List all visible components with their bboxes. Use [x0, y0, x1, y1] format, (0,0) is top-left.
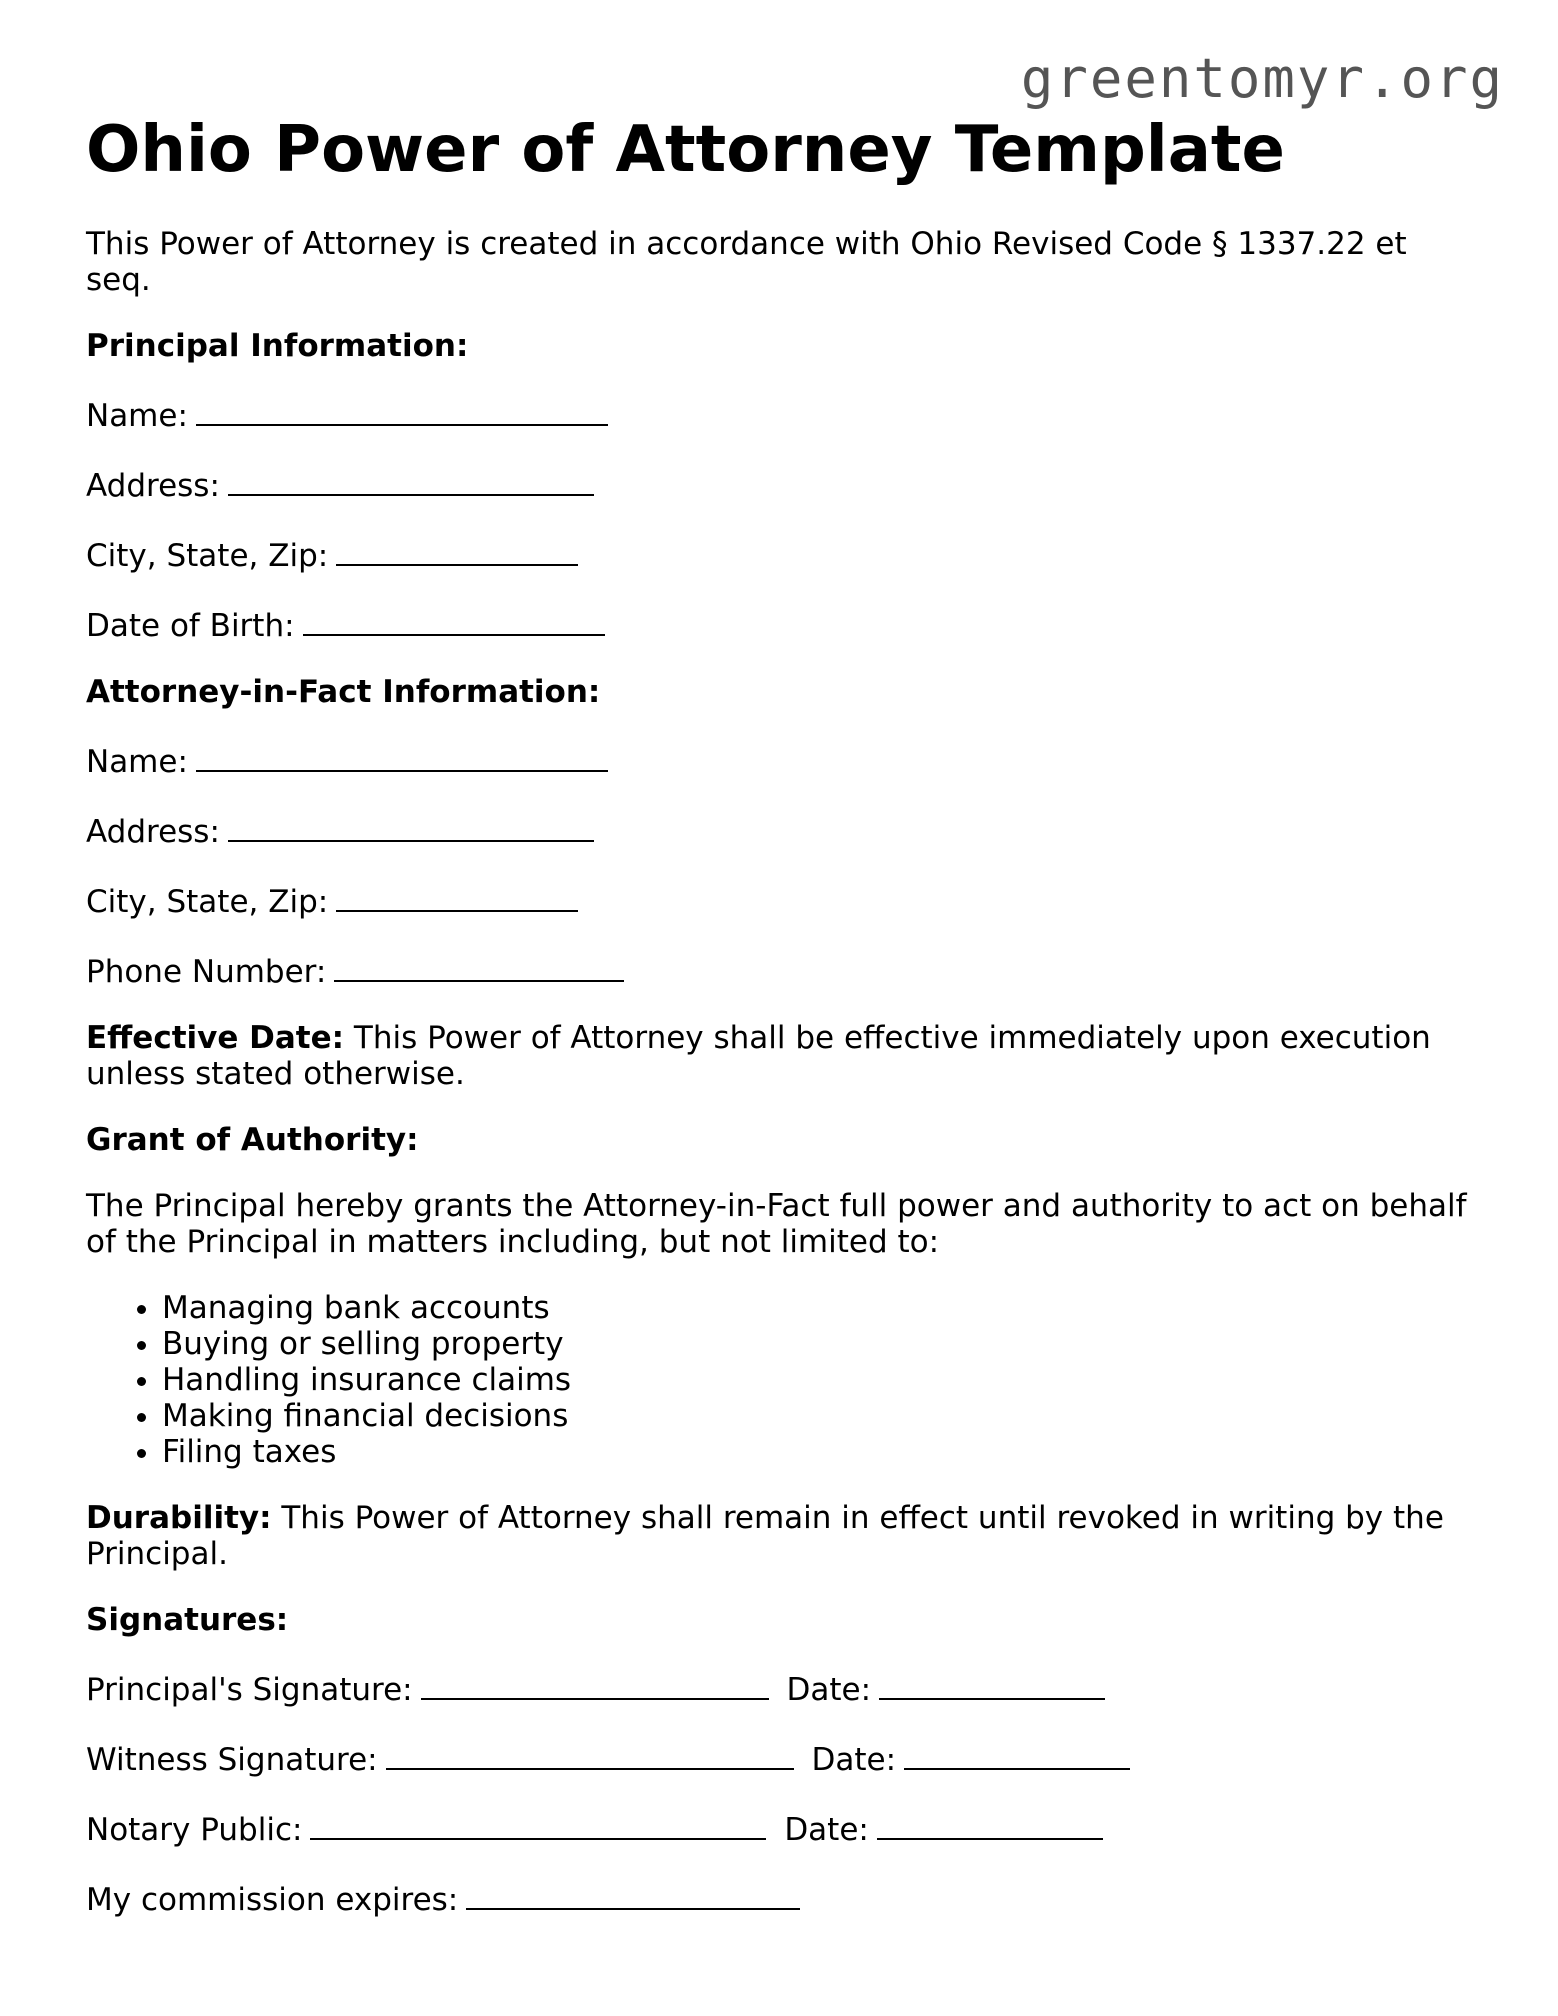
document-page [86, 108, 1476, 1948]
principal-signature-blank[interactable] [421, 1668, 769, 1700]
grant-text: The Principal hereby grants the Attorney-in-Fact full power and authority to act on behalf of the Principal in matters including, but not limited to: [86, 1188, 1467, 1260]
effective-date-text: This Power of Attorney shall be effective immediately upon execution unless stated otherwise. [86, 1020, 1431, 1092]
principal-dob-label: Date of Birth: [86, 608, 295, 644]
principal-signature-label: Principal's Signature: [86, 1672, 413, 1708]
principal-date-label: Date: [786, 1672, 872, 1708]
attorney-phone-blank[interactable] [334, 950, 624, 982]
principal-address-field [86, 464, 1476, 504]
page-title: Ohio Power of Attorney Template [86, 113, 1285, 187]
principal-city-blank[interactable] [336, 534, 578, 566]
list-item: • Managing bank accounts [162, 1290, 1476, 1326]
principal-heading: Principal Information: [86, 328, 469, 364]
attorney-phone-label: Phone Number: [86, 954, 327, 990]
principal-date-blank[interactable] [879, 1668, 1105, 1700]
attorney-address-field [86, 810, 1476, 850]
durability-text: This Power of Attorney shall remain in effect until revoked in writing by the Principal. [86, 1500, 1444, 1572]
witness-signature-blank[interactable] [386, 1738, 794, 1770]
watermark: greentomyr.org [1020, 47, 1504, 110]
attorney-name-label: Name: [86, 744, 188, 780]
principal-name-blank[interactable] [196, 394, 608, 426]
attorney-phone-field [86, 950, 1476, 990]
attorney-heading: Attorney-in-Fact Information: [86, 674, 601, 710]
attorney-city-label: City, State, Zip: [86, 884, 329, 920]
durability-paragraph [86, 1500, 1476, 1572]
commission-label: My commission expires: [86, 1882, 459, 1918]
commission-blank[interactable] [466, 1878, 800, 1910]
durability-label: Durability: [86, 1500, 272, 1536]
principal-city-label: City, State, Zip: [86, 538, 329, 574]
attorney-address-blank[interactable] [228, 810, 594, 842]
principal-dob-blank[interactable] [303, 604, 605, 636]
notary-date-blank[interactable] [877, 1808, 1103, 1840]
attorney-name-field [86, 740, 1476, 780]
effective-date-paragraph [86, 1020, 1476, 1092]
attorney-name-blank[interactable] [196, 740, 608, 772]
principal-city-field [86, 534, 1476, 574]
intro-text: This Power of Attorney is created in accordance with Ohio Revised Code § 1337.22 et seq. [86, 226, 1407, 298]
attorney-address-label: Address: [86, 814, 220, 850]
notary-field [86, 1808, 1476, 1848]
principal-signature-field [86, 1668, 1476, 1708]
witness-date-blank[interactable] [904, 1738, 1130, 1770]
list-item: • Buying or selling property [162, 1326, 1476, 1362]
principal-dob-field [86, 604, 1476, 644]
witness-signature-label: Witness Signature: [86, 1742, 378, 1778]
attorney-city-field [86, 880, 1476, 920]
grant-heading: Grant of Authority: [86, 1122, 419, 1158]
principal-address-label: Address: [86, 468, 220, 504]
notary-blank[interactable] [310, 1808, 766, 1840]
principal-name-field [86, 394, 1476, 434]
principal-name-label: Name: [86, 398, 188, 434]
signatures-heading: Signatures: [86, 1602, 289, 1638]
witness-signature-field [86, 1738, 1476, 1778]
effective-date-label: Effective Date: [86, 1020, 345, 1056]
list-item: • Handling insurance claims [162, 1362, 1476, 1398]
notary-date-label: Date: [784, 1812, 869, 1848]
list-item: • Making financial decisions [162, 1398, 1476, 1434]
witness-date-label: Date: [811, 1742, 897, 1778]
commission-field [86, 1878, 1476, 1918]
notary-label: Notary Public: [86, 1812, 303, 1848]
attorney-city-blank[interactable] [336, 880, 578, 912]
principal-address-blank[interactable] [228, 464, 594, 496]
authority-list [86, 1290, 1476, 1470]
list-item: • Filing taxes [162, 1434, 1476, 1470]
